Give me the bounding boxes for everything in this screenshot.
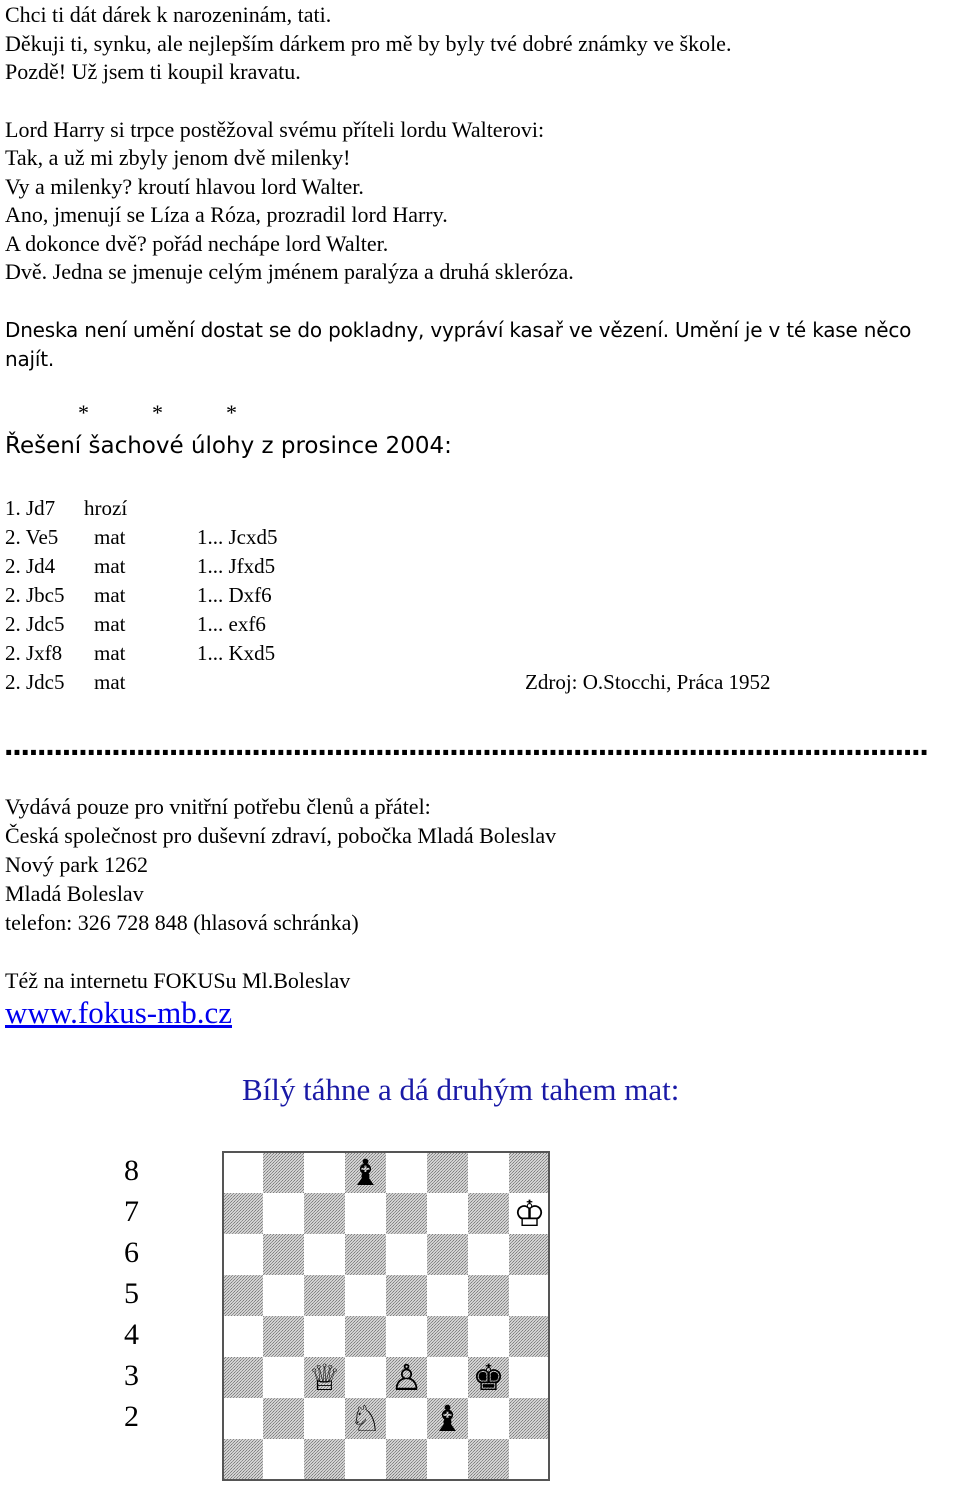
board-square <box>468 1439 509 1480</box>
text-line: A dokonce dvě? pořád nechápe lord Walter. <box>5 231 389 256</box>
board-square <box>509 1275 550 1316</box>
text-line: Chci ti dát dárek k narozeninám, tati. <box>5 2 332 27</box>
black-bishop-icon: ♝ <box>349 1152 382 1194</box>
white-pawn-icon: ♙ <box>390 1357 423 1399</box>
board-square <box>222 1152 263 1193</box>
board-square <box>304 1275 345 1316</box>
board-square <box>345 1439 386 1480</box>
board-square <box>222 1316 263 1357</box>
board-square <box>468 1234 509 1275</box>
board-square <box>509 1316 550 1357</box>
board-square <box>386 1316 427 1357</box>
board-square <box>427 1193 468 1234</box>
move-cell: 2. Jd4 <box>5 554 56 578</box>
board-square <box>427 1316 468 1357</box>
text-line: Děkuji ti, synku, ale nejlepším dárkem pro mě by byly tvé dobré známky ve škole. <box>5 31 732 56</box>
board-square <box>386 1439 427 1480</box>
publisher-line: telefon: 326 728 848 (hlasová schránka) <box>5 910 359 935</box>
board-square <box>345 1193 386 1234</box>
move-cell: 1. Jd7 <box>5 496 56 520</box>
rank-label: 5 <box>124 1277 139 1310</box>
move-cell: 2. Jxf8 <box>5 641 63 665</box>
text-line: Dneska není umění dostat se do pokladny, vypráví kasař ve vězení. Umění je v té kase něco <box>5 318 912 342</box>
board-square <box>468 1398 509 1439</box>
board-square <box>427 1234 468 1275</box>
board-square <box>263 1398 304 1439</box>
board-square <box>263 1316 304 1357</box>
board-square <box>263 1439 304 1480</box>
note-cell: mat <box>94 612 126 636</box>
board-square <box>427 1275 468 1316</box>
board-square <box>468 1316 509 1357</box>
move-cell: 2. Jdc5 <box>5 612 65 636</box>
black-king-icon: ♚ <box>472 1357 505 1399</box>
note-cell: mat <box>94 554 126 578</box>
publisher-line: Mladá Boleslav <box>5 881 144 906</box>
rank-label: 3 <box>124 1359 139 1392</box>
note-cell: hrozí <box>84 496 128 520</box>
board-square <box>222 1234 263 1275</box>
board-square <box>345 1316 386 1357</box>
rank-label: 7 <box>124 1195 139 1228</box>
board-square <box>427 1357 468 1398</box>
board-square <box>386 1275 427 1316</box>
text-line: Dvě. Jedna se jmenuje celým jménem paralýza a druhá skleróza. <box>5 259 574 284</box>
text-line: Vy a milenky? kroutí hlavou lord Walter. <box>5 174 364 199</box>
rank-label: 4 <box>124 1318 139 1351</box>
note-cell: mat <box>94 670 126 694</box>
solution-heading: Řešení šachové úlohy z prosince 2004: <box>5 433 452 459</box>
board-square <box>509 1234 550 1275</box>
board-square <box>222 1193 263 1234</box>
rank-label: 8 <box>124 1154 139 1187</box>
text-line: Lord Harry si trpce postěžoval svému příteli lordu Walterovi: <box>5 117 545 142</box>
move-cell: 2. Ve5 <box>5 525 59 549</box>
board-square <box>263 1193 304 1234</box>
black-bishop-icon: ♝ <box>431 1398 464 1440</box>
website-link[interactable]: www.fokus-mb.cz <box>5 995 232 1030</box>
board-square <box>345 1357 386 1398</box>
board-square <box>386 1234 427 1275</box>
rank-label: 6 <box>124 1236 139 1269</box>
asterisk: * <box>152 400 163 425</box>
text-line: Tak, a už mi zbyly jenom dvě milenky! <box>5 145 351 170</box>
text-line: Ano, jmenují se Líza a Róza, prozradil lord Harry. <box>5 202 448 227</box>
section-separator <box>78 400 300 426</box>
board-square <box>427 1152 468 1193</box>
board-square <box>263 1275 304 1316</box>
board-square <box>509 1152 550 1193</box>
board-square <box>468 1193 509 1234</box>
board-square <box>509 1398 550 1439</box>
reply-cell: 1... exf6 <box>197 612 266 636</box>
asterisk: * <box>78 400 89 425</box>
white-king-icon: ♔ <box>513 1193 546 1235</box>
board-square <box>222 1275 263 1316</box>
internet-note: Též na internetu FOKUSu Ml.Boleslav <box>5 968 351 993</box>
asterisk: * <box>226 400 237 425</box>
note-cell: mat <box>94 641 126 665</box>
white-queen-icon: ♕ <box>308 1357 341 1399</box>
board-svg <box>222 1150 960 1486</box>
note-cell: mat <box>94 583 126 607</box>
board-square <box>427 1439 468 1480</box>
board-square <box>304 1234 345 1275</box>
board-square <box>222 1357 263 1398</box>
board-square <box>386 1193 427 1234</box>
board-square <box>345 1275 386 1316</box>
board-square <box>468 1152 509 1193</box>
move-cell: 2. Jdc5 <box>5 670 65 694</box>
puzzle-title: Bílý táhne a dá druhým tahem mat: <box>242 1072 680 1107</box>
board-square <box>304 1152 345 1193</box>
board-square <box>386 1152 427 1193</box>
move-cell: 2. Jbc5 <box>5 583 65 607</box>
note-cell: mat <box>94 525 126 549</box>
board-square <box>509 1357 550 1398</box>
board-square <box>509 1439 550 1480</box>
reply-cell: 1... Kxd5 <box>197 641 276 665</box>
board-square <box>263 1357 304 1398</box>
publisher-line: Vydává pouze pro vnitřní potřebu členů a přátel: <box>5 794 431 819</box>
reply-cell: 1... Jcxd5 <box>197 525 278 549</box>
source-credit: Zdroj: O.Stocchi, Práca 1952 <box>525 670 771 694</box>
board-square <box>222 1398 263 1439</box>
board-square <box>304 1193 345 1234</box>
board-square <box>345 1234 386 1275</box>
text-line: najít. <box>5 347 55 371</box>
reply-cell: 1... Dxf6 <box>197 583 272 607</box>
board-square <box>304 1398 345 1439</box>
publisher-line: Česká společnost pro duševní zdraví, pobočka Mladá Boleslav <box>5 823 557 848</box>
text-line: Pozdě! Už jsem ti koupil kravatu. <box>5 59 301 84</box>
publisher-line: Nový park 1262 <box>5 852 148 877</box>
white-knight-icon: ♘ <box>349 1398 382 1440</box>
rank-label: 2 <box>124 1400 139 1433</box>
board-square <box>222 1439 263 1480</box>
board-square <box>263 1234 304 1275</box>
chess-board <box>222 1150 960 1486</box>
board-square <box>263 1152 304 1193</box>
reply-cell: 1... Jfxd5 <box>197 554 276 578</box>
board-square <box>304 1439 345 1480</box>
board-square <box>386 1398 427 1439</box>
dotted-divider: ................................................................................................................ <box>4 725 928 763</box>
board-square <box>468 1275 509 1316</box>
board-square <box>304 1316 345 1357</box>
